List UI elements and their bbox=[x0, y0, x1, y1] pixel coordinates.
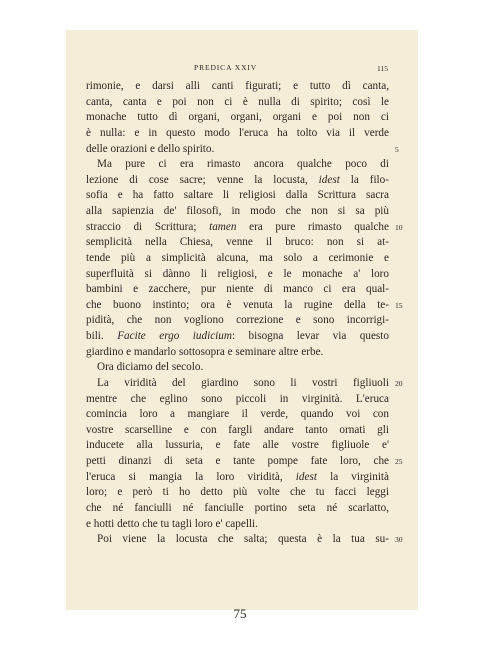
text-run: che né fanciulli né fanciulle portino seta né scarlatto, bbox=[86, 501, 389, 514]
text-line bbox=[86, 313, 389, 329]
text-line bbox=[86, 204, 389, 220]
text-run: la filo- bbox=[339, 173, 389, 186]
italic-phrase: idest bbox=[295, 470, 317, 483]
page-number: 115 bbox=[377, 64, 388, 73]
text-run: alla sapienzia de' filosofi, in modo che non si sa più bbox=[86, 205, 389, 217]
text-run: Ma pure ci era rimasto ancora qualche poco di bbox=[97, 158, 389, 171]
margin-line-number: 15 bbox=[395, 300, 403, 310]
text-run: bili. bbox=[86, 330, 118, 342]
text-line bbox=[86, 501, 389, 517]
text-line bbox=[86, 220, 389, 236]
text-run: l'eruca si mangia la loro viridità, bbox=[86, 470, 296, 483]
text-line bbox=[86, 392, 389, 408]
text-run: La viridità del giardino sono li vostri figliuoli bbox=[97, 376, 389, 389]
running-head: PREDICA XXIV bbox=[194, 63, 258, 72]
text-line bbox=[86, 95, 389, 111]
book-page bbox=[66, 30, 418, 610]
text-line bbox=[86, 267, 389, 283]
text-line bbox=[86, 251, 389, 267]
text-line bbox=[86, 407, 389, 423]
text-run: superfluità si dànno li religiosi, e le monache a' loro bbox=[86, 267, 389, 280]
italic-phrase: idest bbox=[318, 173, 340, 186]
text-run: inducete alla lussuria, e fate alle vostre figliuole e' bbox=[86, 439, 389, 452]
text-run: la virginità bbox=[316, 470, 389, 483]
margin-line-number: 10 bbox=[395, 222, 403, 232]
text-run: petti dinanzi di seta e tante pompe fate loro, che bbox=[86, 455, 389, 467]
margin-line-number: 30 bbox=[395, 535, 403, 545]
text-run: comincia loro a mangiare il verde, quando voi con bbox=[86, 408, 389, 421]
text-line bbox=[86, 188, 389, 204]
text-run: semplicità nella Chiesa, venne il bruco: non si at- bbox=[86, 236, 389, 249]
text-line bbox=[86, 329, 389, 345]
text-line bbox=[86, 173, 389, 189]
text-run: monache tutto dì organi, organi, organi e poi non ci bbox=[86, 111, 389, 124]
text-run: è nulla: e in questo modo l'eruca ha tolto via il verde bbox=[86, 126, 389, 139]
text-run: giardino e mandarlo sottosopra e seminare altre erbe. bbox=[86, 345, 324, 358]
text-run: lezione di cose sacre; venne la locusta, bbox=[86, 173, 319, 186]
text-run: delle orazioni e dello spirito. bbox=[86, 142, 215, 155]
text-line bbox=[86, 485, 389, 501]
text-line bbox=[86, 235, 389, 251]
text-run: vostre scarselline e con fargli andare tanto ornati gli bbox=[86, 423, 389, 436]
text-line bbox=[86, 298, 389, 314]
text-line bbox=[86, 517, 389, 533]
text-run: : bisogna levar via questo bbox=[231, 330, 389, 342]
text-run: mentre che eglino sono piccoli in virginità. L'eruca bbox=[86, 392, 389, 405]
text-line bbox=[86, 376, 389, 392]
text-run: era pure rimasto qualche bbox=[236, 220, 389, 233]
text-line bbox=[86, 110, 389, 126]
text-line bbox=[86, 470, 389, 486]
text-line bbox=[86, 142, 389, 158]
text-line bbox=[86, 79, 389, 95]
text-run: loro; e però ti ho detto più volte che tu facci leggi bbox=[86, 486, 389, 499]
text-run: rimonie, e darsi alli canti figurati; e tutto dì canta, bbox=[86, 80, 389, 92]
text-line bbox=[86, 438, 389, 454]
text-line bbox=[86, 360, 389, 376]
text-run: sofia e ha fatto saltare li religiosi dalla Scrittura sacra bbox=[86, 189, 389, 202]
text-line bbox=[86, 126, 389, 142]
text-line bbox=[86, 157, 389, 173]
text-line bbox=[86, 282, 389, 298]
text-line bbox=[86, 454, 389, 470]
text-run: tende più a simplicità alcuna, ma solo a cerimonie e bbox=[86, 251, 389, 264]
folio-number: 75 bbox=[233, 606, 247, 621]
italic-phrase: tamen bbox=[209, 220, 237, 233]
margin-line-number: 25 bbox=[395, 457, 403, 467]
sermon-text bbox=[86, 79, 389, 548]
text-run: pidità, che non vogliono correzione e sono incorrigi- bbox=[86, 314, 389, 327]
text-run: canta, canta e poi non ci è nulla di spirito; così le bbox=[86, 95, 389, 108]
text-run: Poi viene la locusta che salta; questa è la tua su- bbox=[97, 533, 389, 546]
text-run: Ora diciamo del secolo. bbox=[97, 361, 204, 374]
text-run: straccio di Scrittura; bbox=[86, 220, 210, 233]
text-run: bambini e zacchere, pur niente di manco ci era qual- bbox=[86, 283, 389, 296]
text-line bbox=[86, 345, 389, 361]
text-run: e hotti detto che tu tagli loro e' capelli. bbox=[86, 517, 258, 530]
italic-phrase: Facite ergo iudicium bbox=[117, 330, 232, 342]
text-line bbox=[86, 423, 389, 439]
margin-line-number: 5 bbox=[395, 144, 399, 154]
text-run: che buono instinto; ora è venuta la rugine della te- bbox=[86, 298, 389, 311]
text-line bbox=[86, 532, 389, 548]
margin-line-number: 20 bbox=[395, 378, 403, 388]
